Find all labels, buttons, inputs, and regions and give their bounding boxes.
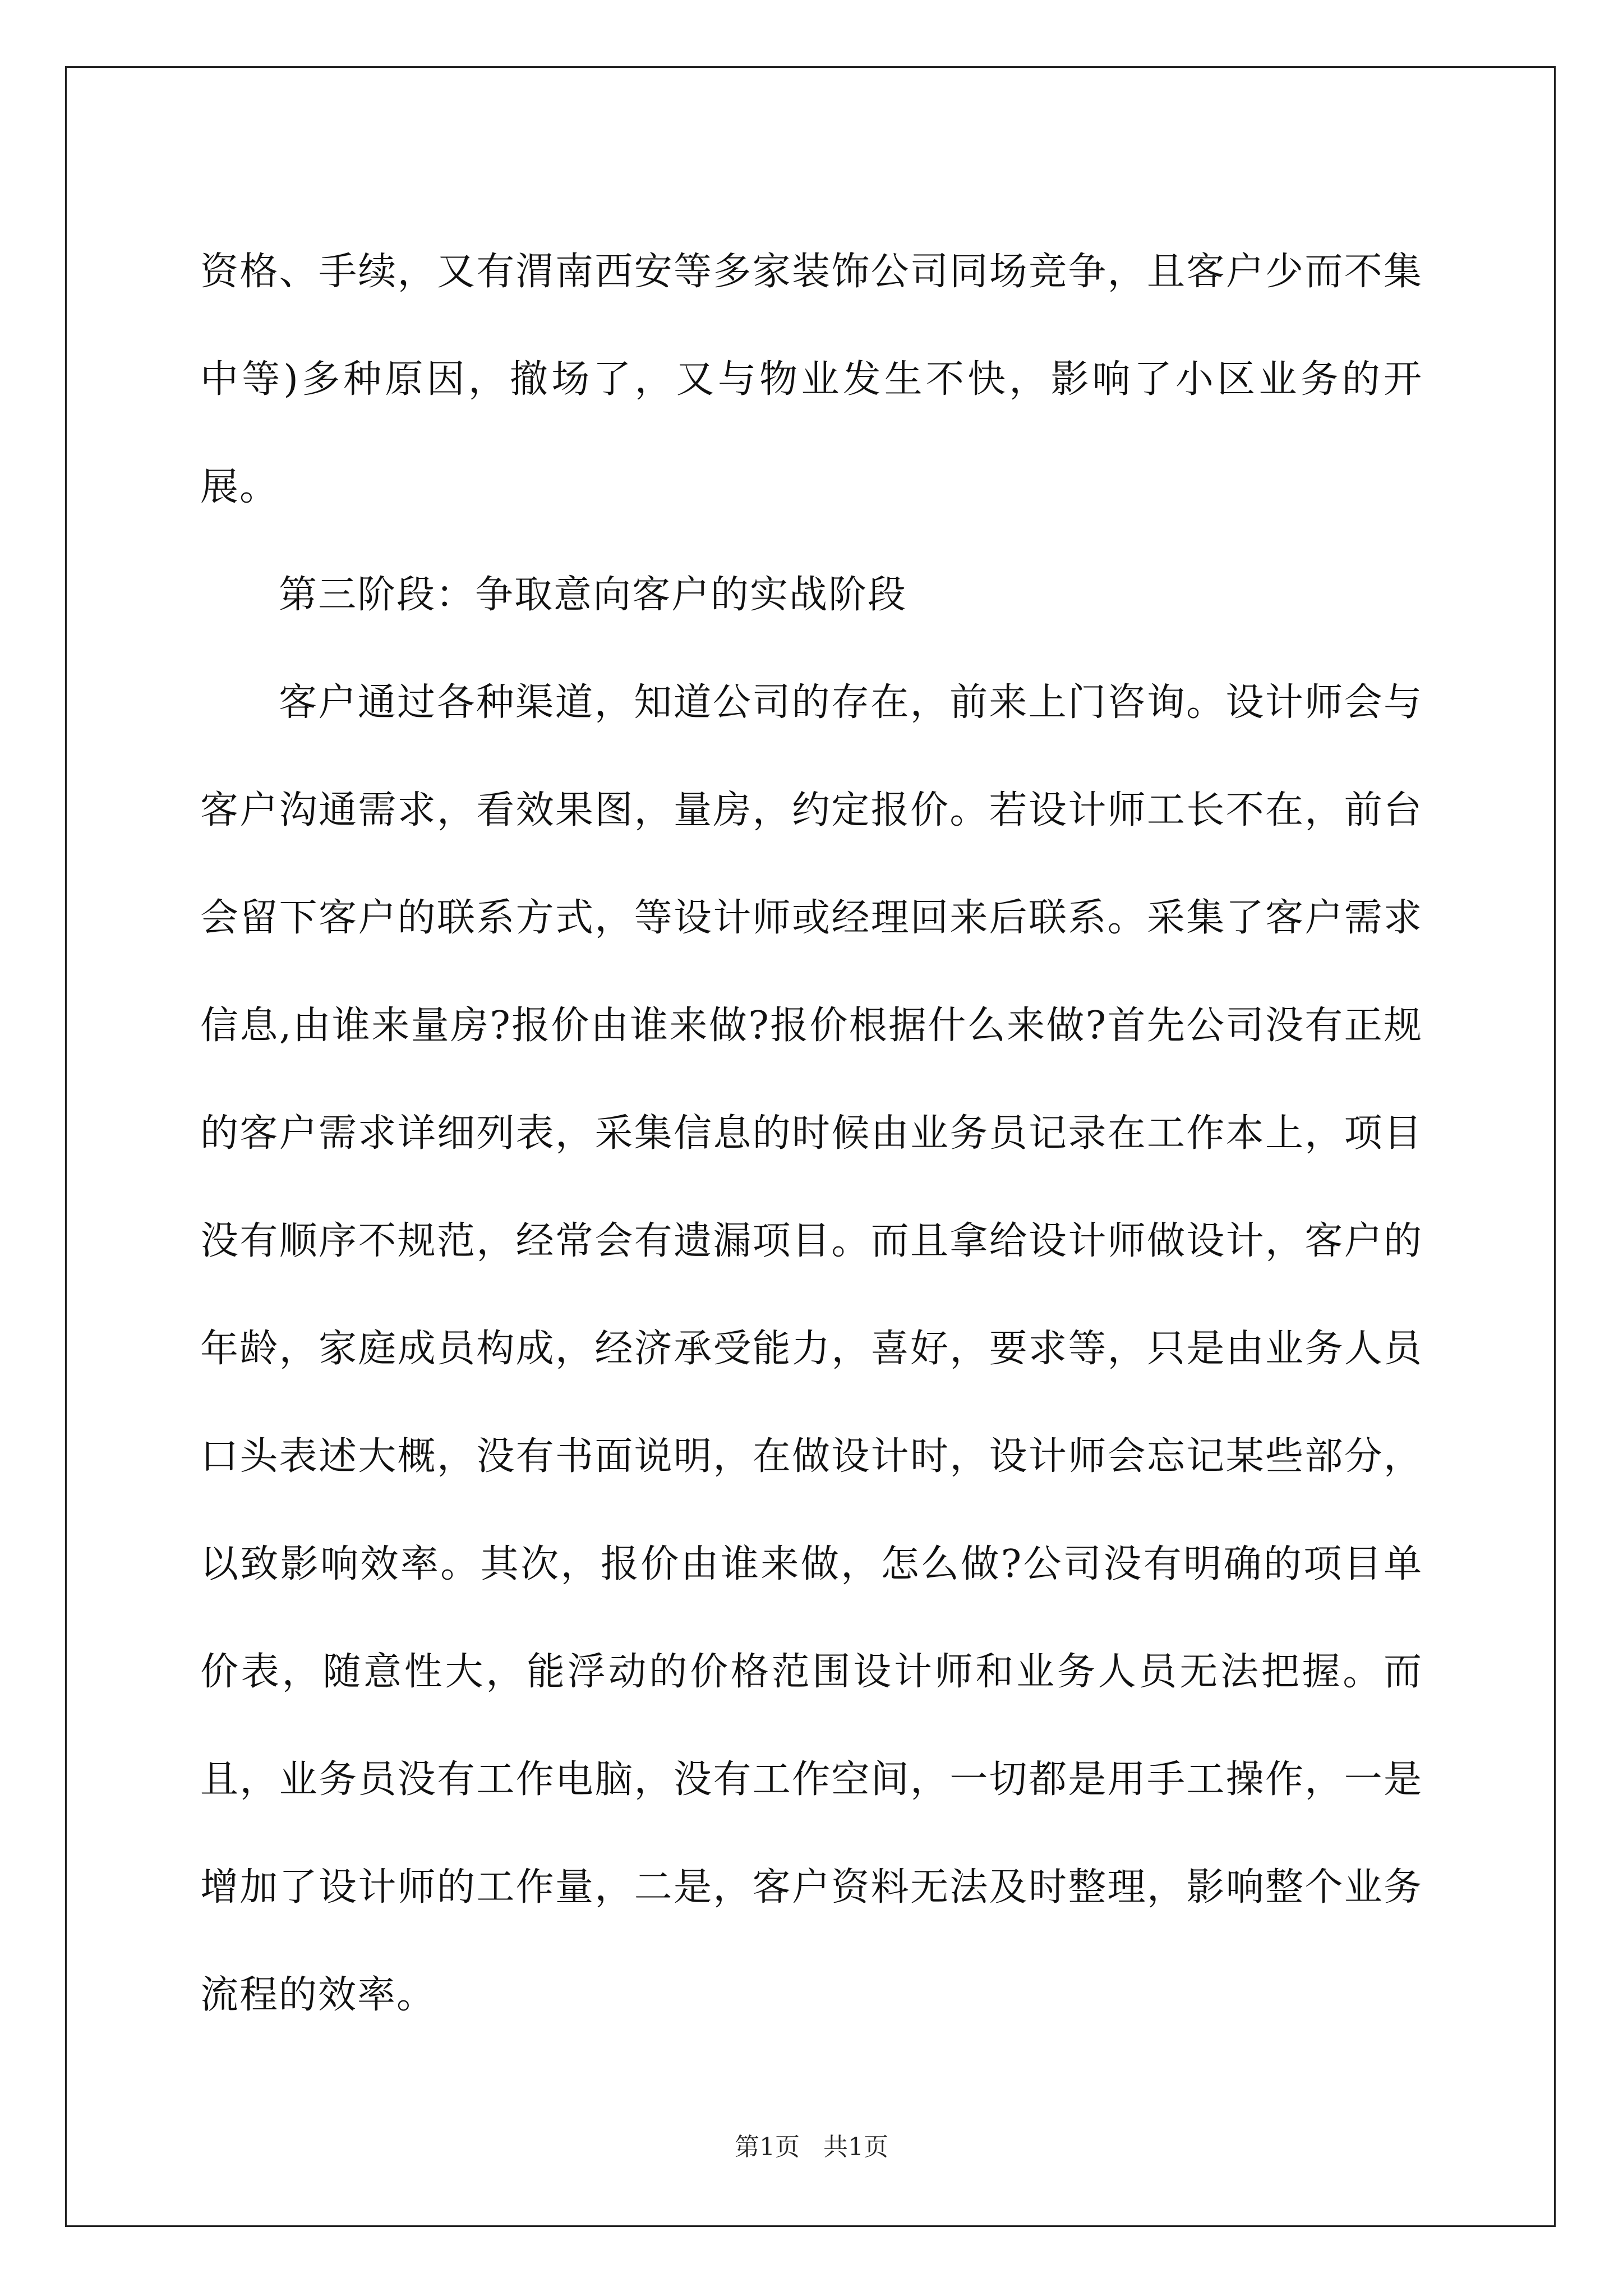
paragraph-1: 资格、手续，又有渭南西安等多家装饰公司同场竞争，且客户少而不集中等)多种原因，撤场了，又与物业发生不快，影响了小区业务的开展。 [200, 250, 1423, 509]
paragraph-3: 客户通过各种渠道，知道公司的存在，前来上门咨询。设计师会与客户沟通需求，看效果图，量房，约定报价。若设计师工长不在，前台会留下客户的联系方式，等设计师或经理回来后联系。采集了客户需求信息,由谁来量房?报价由谁来做?报价根据什么来做?首先公司没有正规的客户需求详细列表，采集信息的时候由业务员记录在工作本上，项目没有顺序不规范，经常会有遗漏项目。而且拿给设计师做设计，客户的年龄，家庭成员构成，经济承受能力，喜好，要求等，只是由业务人员口头表述大概，没有书面说明，在做设计时，设计师会忘记某些部分，以致影响效率。其次，报价由谁来做，怎么做?公司没有明确的项目单价表，随意性大，能浮动的价格范围设计师和业务人员无法把握。而且，业务员没有工作电脑，没有工作空间，一切都是用手工操作，一是增加了设计师的工作量，二是，客户资料无法及时整理，影响整个业务流程的效率。 [200, 680, 1423, 2017]
document-body [200, 218, 1423, 2049]
page-footer: 第1页 共1页 [735, 2133, 888, 2161]
section-heading-stage-three: 第三阶段：争取意向客户的实战阶段 [279, 573, 907, 617]
